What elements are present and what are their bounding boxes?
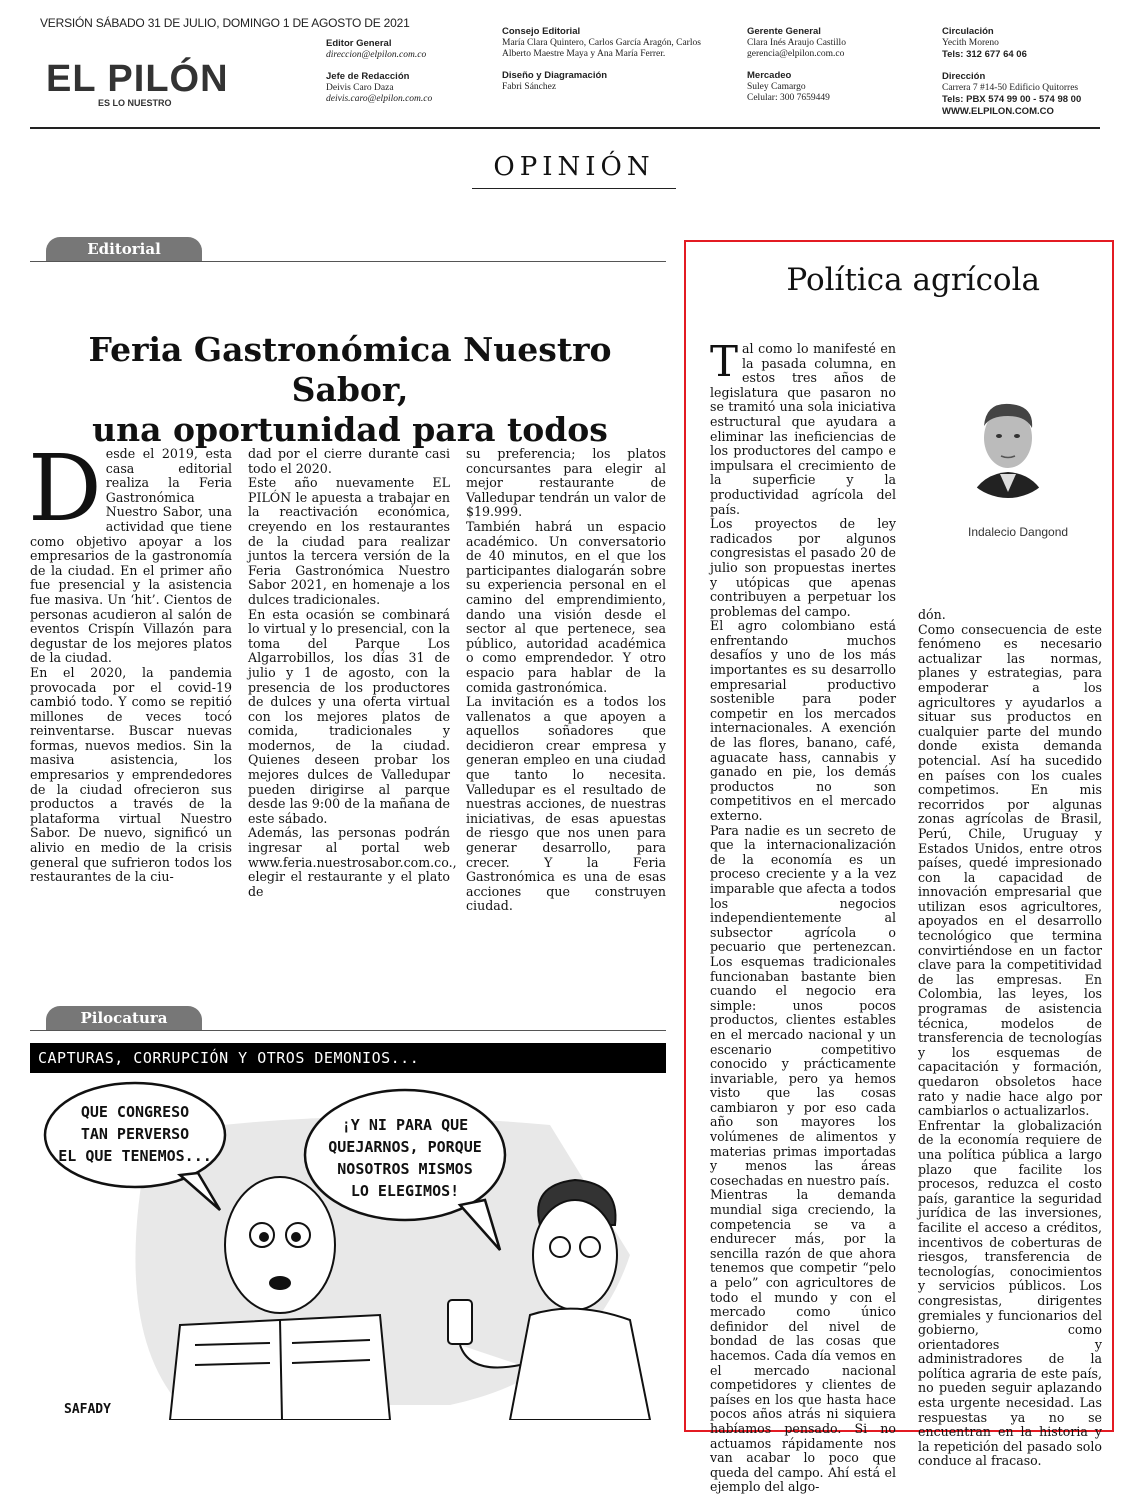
editorial-headline-line-1: Feria Gastronómica Nuestro Sabor, — [88, 330, 612, 409]
editor-email[interactable]: direccion@elpilon.com.co — [326, 50, 427, 60]
edition-date: VERSIÓN SÁBADO 31 DE JULIO, DOMINGO 1 DE AGOSTO DE 2021 — [40, 16, 410, 30]
direccion-label: Dirección — [942, 71, 986, 82]
bubble-left-line-1: QUE CONGRESO — [80, 1103, 190, 1121]
circulacion-label: Circulación — [942, 26, 994, 37]
masthead-rule — [30, 127, 1100, 129]
cartoon-title-bar: CAPTURAS, CORRUPCIÓN Y OTROS DEMONIOS... — [30, 1043, 666, 1073]
cartoon-illustration[interactable] — [30, 1075, 666, 1420]
editorial-paragraph: esde el 2019, esta casa editorial realiza la Feria Gastronómica Nuestro Sabor, una actividad que tiene como objetivo apoyar a los empresarios de la gastronomía de la ciudad. En el primer año fue presencial y la asistencia fue masiva. Un ‘hit’. Cientos de personas acudieron al salón de eventos Crispín Villazón para degustar de los mejores platos de la ciudad. — [30, 446, 232, 666]
editorial-column-2 — [248, 446, 457, 899]
masthead-col-editors — [326, 38, 486, 115]
pilocatura-tab-rule — [30, 1030, 666, 1031]
editorial-tab-rule — [30, 261, 666, 262]
editorial-headline — [30, 330, 670, 450]
direccion-address: Carrera 7 #14-50 Edificio Quitorres — [942, 83, 1079, 93]
mercadeo-name: Suley Camargo — [747, 82, 806, 92]
editorial-paragraph: La invitación es a todos los vallenatos a que apoyen a aquellos soñadores que decidieron crear empresa y generan empleo en una ciudad que tanto lo necesita. Valledupar es el resultado de nuestras acciones, de nuestras iniciativas, de esas apuestas de riesgo que nos unen para generar desarrollo, para crecer. Y la Feria Gastronómica es una de esas acciones que construyen ciudad. — [466, 694, 666, 914]
mercadeo-phone: Celular: 300 7659449 — [747, 93, 830, 103]
consejo-label: Consejo Editorial — [502, 26, 581, 37]
diseno-name: Fabri Sánchez — [502, 82, 557, 92]
direccion-phone: Tels: PBX 574 99 00 - 574 98 00 — [942, 94, 1082, 105]
opinion-dropcap: T — [710, 337, 739, 386]
section-title-rule — [472, 188, 676, 189]
opinion-paragraph: Los proyectos de ley radicados por algunos congresistas el pasado 20 de julio son propuestas inertes y utópicas que apenas contribuyen a perpetuar los problemas del campo. — [710, 516, 896, 619]
bubble-right-line-1: ¡Y NI PARA QUE — [341, 1116, 469, 1134]
circulacion-name: Yecith Moreno — [942, 38, 999, 48]
editorial-dropcap: D — [28, 435, 102, 542]
bubble-left-line-2: TAN PERVERSO — [80, 1125, 190, 1143]
editorial-paragraph: En el 2020, la pandemia provocada por el covid-19 cambió todo. Y como se repitió millones de veces tocó reinventarse. Buscar nuevas formas, nuevos medios. Sin la masiva asistencia, los empresarios y emprendedores de la ciudad ofrecieron sus productos a través de la plataforma virtual Nuestro Sabor. De nuevo, significó un alivio en medio de la crisis general que sufrieron todos los restaurantes de la ciu- — [30, 664, 232, 885]
opinion-paragraph: Enfrentar la globalización de la economía requiere de una política pública a largo plazo que facilite los procesos, reduzca el costo país, garantice la seguridad jurídica de las inversiones, facilite el acceso a créditos, incentivos de coberturas de riesgos, transferencia de tecnologías, conocimientos y servicios públicos. Los congresistas, dirigentes gremiales y funcionarios del gobierno, como orientadores y administradores de la política agraria de este país, no pueden seguir aplazando esta urgente necesidad. Las respuestas ya no se encuentran en la historia y la repetición del pasado solo conduce al fracaso. — [918, 1117, 1102, 1469]
opinion-column-2 — [918, 608, 1102, 1469]
editorial-paragraph: También habrá un espacio académico. Un conversatorio de 40 minutos, en el que los participantes dialogarán sobre su experiencia personal en el camino del emprendimiento, dando una visión desde el sector al que pertenece, sea público, autoridad académica o como emprendedor. Y otro espacio para hablar de la comida gastronómica. — [466, 518, 666, 695]
gerente-name: Clara Inés Araujo Castillo — [747, 38, 846, 48]
website-link[interactable]: WWW.ELPILON.COM.CO — [942, 106, 1054, 117]
opinion-column-1 — [710, 337, 896, 1495]
jefe-email[interactable]: deivis.caro@elpilon.com.co — [326, 94, 433, 104]
editorial-paragraph: dad por el cierre durante casi todo el 2020. — [248, 446, 450, 476]
jefe-name: Deivis Caro Daza — [326, 83, 394, 93]
masthead-col-contacto — [942, 26, 1122, 128]
editorial-column-3 — [466, 447, 666, 914]
masthead-col-gerencia — [747, 26, 917, 114]
gerente-email[interactable]: gerencia@elpilon.com.co — [747, 49, 845, 59]
editorial-paragraph: Este año nuevamente EL PILÓN le apuesta a trabajar en la reactivación económica, creyendo en los restaurantes de la ciudad para realizar juntos la tercera versión de la Feria Gastronómica Nuestro Sabor 2021, en homenaje a los dulces tradicionales. — [248, 475, 450, 607]
section-title: OPINIÓN — [493, 152, 655, 182]
editorial-paragraph: En esta ocasión se combinará lo virtual y lo presencial, con la toma del Parque Los Algarrobillos, los días 31 de julio y 1 de agosto, con la presencia de los productores de dulces y una oferta virtual con los mejores platos de comida, tradicionales y modernos, de la ciudad. Quienes deseen probar los mejores dulces de Valledupar pueden dirigirse al parque desde las 9:00 de la mañana de este sábado. — [248, 606, 450, 826]
opinion-title: Política agrícola — [786, 262, 1040, 298]
masthead-col-consejo — [502, 26, 722, 103]
opinion-paragraph: Para nadie es un secreto de que la internacionalización de la economía es un proceso creciente y a la vez imparable que afecta a todos los negocios independientemente al subsector agrícola o pecuario que pertenezcan. Los esquemas tradicionales funcionaban bastante bien cuando el negocio era simple: unos pocos productos, clientes estables en el mercado nacional y un escenario competitivo conocido y prácticamente invariable, pero ya hemos visto que las cosas cambiaron y por eso cada año son mayores los volúmenes de alimentos y materias primas importadas y menos las áreas cosechadas en nuestro país. — [710, 822, 896, 1188]
gerente-label: Gerente General — [747, 26, 821, 37]
opinion-paragraph: Mientras la demanda mundial siga creciendo, la competencia se va a endurecer más, por la sencilla razón de que ahora tenemos que competir “pelo a pelo” con agricultores de todo el mundo y con el mercado como único definidor del nivel de bondad de las cosas que hacemos. Cada día vemos en el mercado nacional competidores y clientes de países en los que hasta hace pocos años atrás ni siquiera habíamos pensado. Si no actuamos rápidamente nos van acabar lo poco que queda del campo. Ahí está el ejemplo del algo- — [710, 1187, 896, 1495]
consejo-names: María Clara Quintero, Carlos García Aragón, Carlos Alberto Maestre Maya y Ana María Ferrer. — [502, 38, 701, 59]
author-name: Indalecio Dangond — [968, 525, 1069, 539]
author-avatar[interactable] — [956, 382, 1060, 510]
editorial-headline-line-2: una oportunidad para todos — [92, 410, 608, 449]
cartoon-signature: SAFADY — [64, 1402, 111, 1417]
bubble-right-line-3: NOSOTROS MISMOS — [337, 1160, 473, 1178]
editor-label: Editor General — [326, 38, 392, 49]
editorial-paragraph: Además, las personas podrán ingresar al portal web www.feria.nuestrosabor.com.co., elegir el restaurante y el plato de — [248, 825, 457, 899]
opinion-paragraph: El agro colombiano está enfrentando muchos desafíos y uno de los más importantes es su desarrollo empresarial productivo sostenible para poder competir en los mercados internacionales. A exención de las flores, banano, café, aguacate hass, cannabis y ganado en pie, los demás productos no son competitivos en el mercado externo. — [710, 618, 896, 823]
opinion-paragraph: Como consecuencia de este fenómeno es necesario actualizar las normas, planes y estrategias, para empoderar a los agricultores y ayudarlos a situar sus productos en cualquier parte del mundo donde exista demanda potencial. Así ha sucedido en países con los cuales competimos. En mis recorridos por algunas zonas agrícolas de Brasil, Perú, Chile, Uruguay y Estados Unidos, entre otros países, quedé impresionado con la capacidad de innovación empresarial que utilizan esos agricultores, apoyados en el desarrollo tecnológico que termina convirtiéndose en un factor clave para la competitividad de las empresas. En Colombia, las leyes, los programas de asistencia técnica, modelos de transferencia de tecnologías y los esquemas de capacitación y formación, quedaron obsoletos hace rato y nadie hace algo por cambiarlos o actualizarlos. — [918, 621, 1102, 1119]
opinion-paragraph: al como lo manifesté en la pasada columna, en estos tres años de legislatura que pasaron no se tramitó una sola iniciativa estructural que ayudara a eliminar las ineficiencias de los productores del campo e impulsara el crecimiento de la superficie y la productividad agrícola del país. — [710, 341, 896, 517]
bubble-left-line-3: EL QUE TENEMOS... — [58, 1147, 212, 1165]
jefe-label: Jefe de Redacción — [326, 71, 410, 82]
newspaper-logo[interactable]: EL PILÓN — [46, 58, 229, 100]
mercadeo-label: Mercadeo — [747, 70, 792, 81]
bubble-right-line-2: QUEJARNOS, PORQUE — [328, 1138, 482, 1156]
circulacion-phone: Tels: 312 677 64 06 — [942, 49, 1027, 60]
pilocatura-tab[interactable]: Pilocatura — [46, 1006, 202, 1030]
bubble-right-line-4: LO ELEGIMOS! — [350, 1182, 460, 1200]
opinion-paragraph: dón. — [918, 607, 946, 622]
editorial-paragraph: su preferencia; los platos concursantes para elegir al mejor restaurante de Valledupar tendrán un valor de $19.999. — [466, 446, 666, 520]
logo-tagline: ES LO NUESTRO — [98, 98, 172, 108]
diseno-label: Diseño y Diagramación — [502, 70, 608, 81]
editorial-tab[interactable]: Editorial — [46, 237, 202, 261]
editorial-column-1 — [28, 435, 232, 885]
